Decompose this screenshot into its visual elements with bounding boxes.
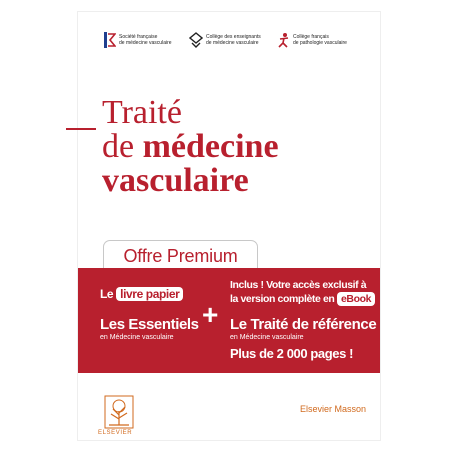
title-line-2-b: médecine — [142, 128, 279, 165]
reference-subtitle: en Médecine vasculaire — [230, 334, 304, 341]
logo-sfmv-line1: Société française — [119, 34, 158, 40]
essentiels-subtitle: en Médecine vasculaire — [100, 334, 174, 341]
title-line-1: Traité — [102, 94, 182, 131]
inclus-line-1: Inclus ! Votre accès exclusif à — [230, 279, 367, 291]
livre-papier-badge: livre papier — [116, 287, 183, 301]
sfmv-logo-icon — [104, 32, 116, 48]
title-line-2-a: de — [102, 128, 143, 165]
cfpv-logo-icon — [278, 32, 290, 48]
offer-band — [78, 268, 380, 373]
logo-sfmv-line2: de médecine vasculaire — [119, 40, 172, 46]
elsevier-tree-icon — [104, 395, 134, 429]
title-line-3: vasculaire — [102, 162, 249, 199]
reference-title: Le Traité de référence — [230, 316, 377, 333]
cemv-logo-icon — [189, 32, 203, 48]
publisher-name: Elsevier Masson — [300, 404, 367, 414]
book-cover — [78, 12, 380, 440]
offer-label: Offre Premium — [103, 240, 258, 270]
essentiels-title: Les Essentiels — [100, 316, 199, 333]
logo-cemv-line2: de médecine vasculaire — [206, 40, 259, 46]
plus-sign: + — [202, 299, 219, 330]
logo-sfmv — [104, 32, 172, 48]
logo-cemv-line1: Collège des enseignants — [206, 34, 261, 40]
inclus-line-2-text: la version complète en — [230, 293, 335, 305]
title-line-2 — [102, 130, 279, 164]
title-rule — [66, 128, 96, 130]
ebook-badge: eBook — [337, 292, 375, 306]
elsevier-wordmark: ELSEVIER — [98, 430, 133, 436]
pages-count: Plus de 2 000 pages ! — [230, 346, 354, 361]
livre-papier-line — [100, 287, 183, 301]
logo-cfpv-line1: Collège français — [293, 34, 329, 40]
logo-cemv — [189, 32, 261, 48]
book-title — [102, 96, 279, 198]
inclus-block — [230, 278, 375, 306]
le-text: Le — [100, 287, 114, 301]
logo-cfpv — [278, 32, 347, 48]
inclus-line-2 — [230, 292, 375, 306]
logo-cfpv-line2: de pathologie vasculaire — [293, 40, 347, 46]
